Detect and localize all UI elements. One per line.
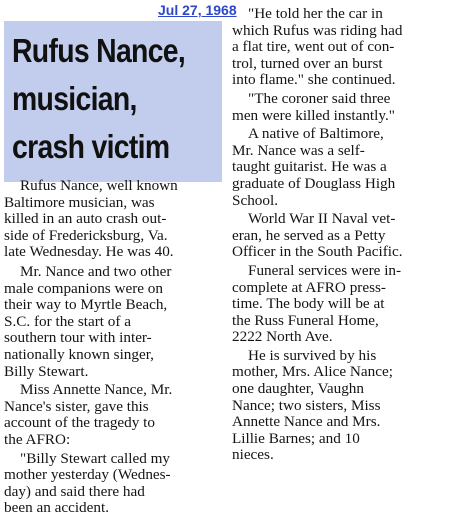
text-line: graduate of Douglass High (232, 174, 396, 192)
text-line: Mr. Nance and two other (20, 262, 172, 280)
text-line: the AFRO: (4, 430, 71, 448)
article-paragraph (232, 263, 456, 346)
text-line: nieces. (232, 446, 274, 464)
text-line: Nance's sister, gave this (4, 397, 149, 415)
text-line: a flat tire, went out of con- (232, 38, 395, 56)
text-line: World War II Naval vet- (248, 210, 396, 228)
text-line: the Russ Funeral Home, (232, 311, 379, 329)
text-line: male companions were on (4, 279, 163, 297)
article-right-column (232, 6, 456, 464)
text-line: "Billy Stewart called my (20, 449, 171, 467)
text-line: Baltimore musician, was (4, 193, 155, 211)
text-line: S.C. for the start of a (4, 312, 131, 330)
headline (4, 21, 222, 182)
text-line: Rufus Nance, well known (20, 177, 178, 194)
text-line: mother yesterday (Wednes- (4, 466, 171, 484)
article-paragraph (4, 264, 222, 380)
text-line: late Wednesday. He was 40. (4, 243, 174, 261)
text-line: Nance; two sisters, Miss (232, 396, 381, 414)
text-line: which Rufus was riding had (232, 21, 403, 39)
text-line: He is survived by his (248, 346, 377, 364)
text-line: killed in an auto crash out- (4, 210, 167, 228)
text-line: southern tour with inter- (4, 329, 152, 347)
text-line: side of Fredericksburg, Va. (4, 226, 168, 244)
article-paragraph (232, 126, 456, 209)
text-line: been an accident. (4, 499, 109, 517)
headline-line: musician, (12, 80, 137, 117)
text-line: School. (232, 191, 278, 209)
text-line: "The coroner said three (248, 89, 391, 107)
text-line: men were killed instantly." (232, 106, 395, 124)
text-line: trol, turned over an burst (232, 54, 383, 72)
article-paragraph (4, 451, 222, 517)
text-line: their way to Myrtle Beach, (4, 296, 168, 314)
headline-line: Rufus Nance, (12, 32, 186, 69)
text-line: account of the tragedy to (4, 414, 155, 432)
text-line: into flame." she continued. (232, 71, 396, 89)
clipping-date: Jul 27, 1968 (158, 2, 237, 18)
text-line: Funeral services were in- (248, 261, 402, 279)
text-line: Annette Nance and Mrs. (232, 413, 381, 431)
text-line: Lillie Barnes; and 10 (232, 429, 360, 447)
text-line: Mr. Nance was a self- (232, 141, 365, 159)
article-paragraph (232, 348, 456, 464)
text-line: Miss Annette Nance, Mr. (20, 381, 173, 399)
article-paragraph (4, 178, 222, 261)
text-line: eran, he served as a Petty (232, 226, 386, 244)
article-paragraph (4, 382, 222, 448)
text-line: time. The body will be at (232, 295, 385, 313)
text-line: complete at AFRO press- (232, 278, 386, 296)
text-line: nationally known singer, (4, 345, 154, 363)
text-line: "He told her the car in (248, 5, 383, 22)
article-paragraph (232, 211, 456, 261)
text-line: taught guitarist. He was a (232, 158, 387, 176)
text-line: mother, Mrs. Alice Nance; (232, 363, 393, 381)
article-paragraph (232, 6, 456, 89)
headline-line: crash victim (12, 128, 170, 165)
article-left-column (4, 178, 222, 517)
article-paragraph (232, 91, 456, 124)
text-line: day) and said there had (4, 482, 145, 500)
text-line: Billy Stewart. (4, 362, 89, 380)
text-line: 2222 North Ave. (232, 328, 333, 346)
text-line: Officer in the South Pacific. (232, 243, 403, 261)
text-line: A native of Baltimore, (248, 125, 384, 143)
text-line: one daughter, Vaughn (232, 380, 364, 398)
